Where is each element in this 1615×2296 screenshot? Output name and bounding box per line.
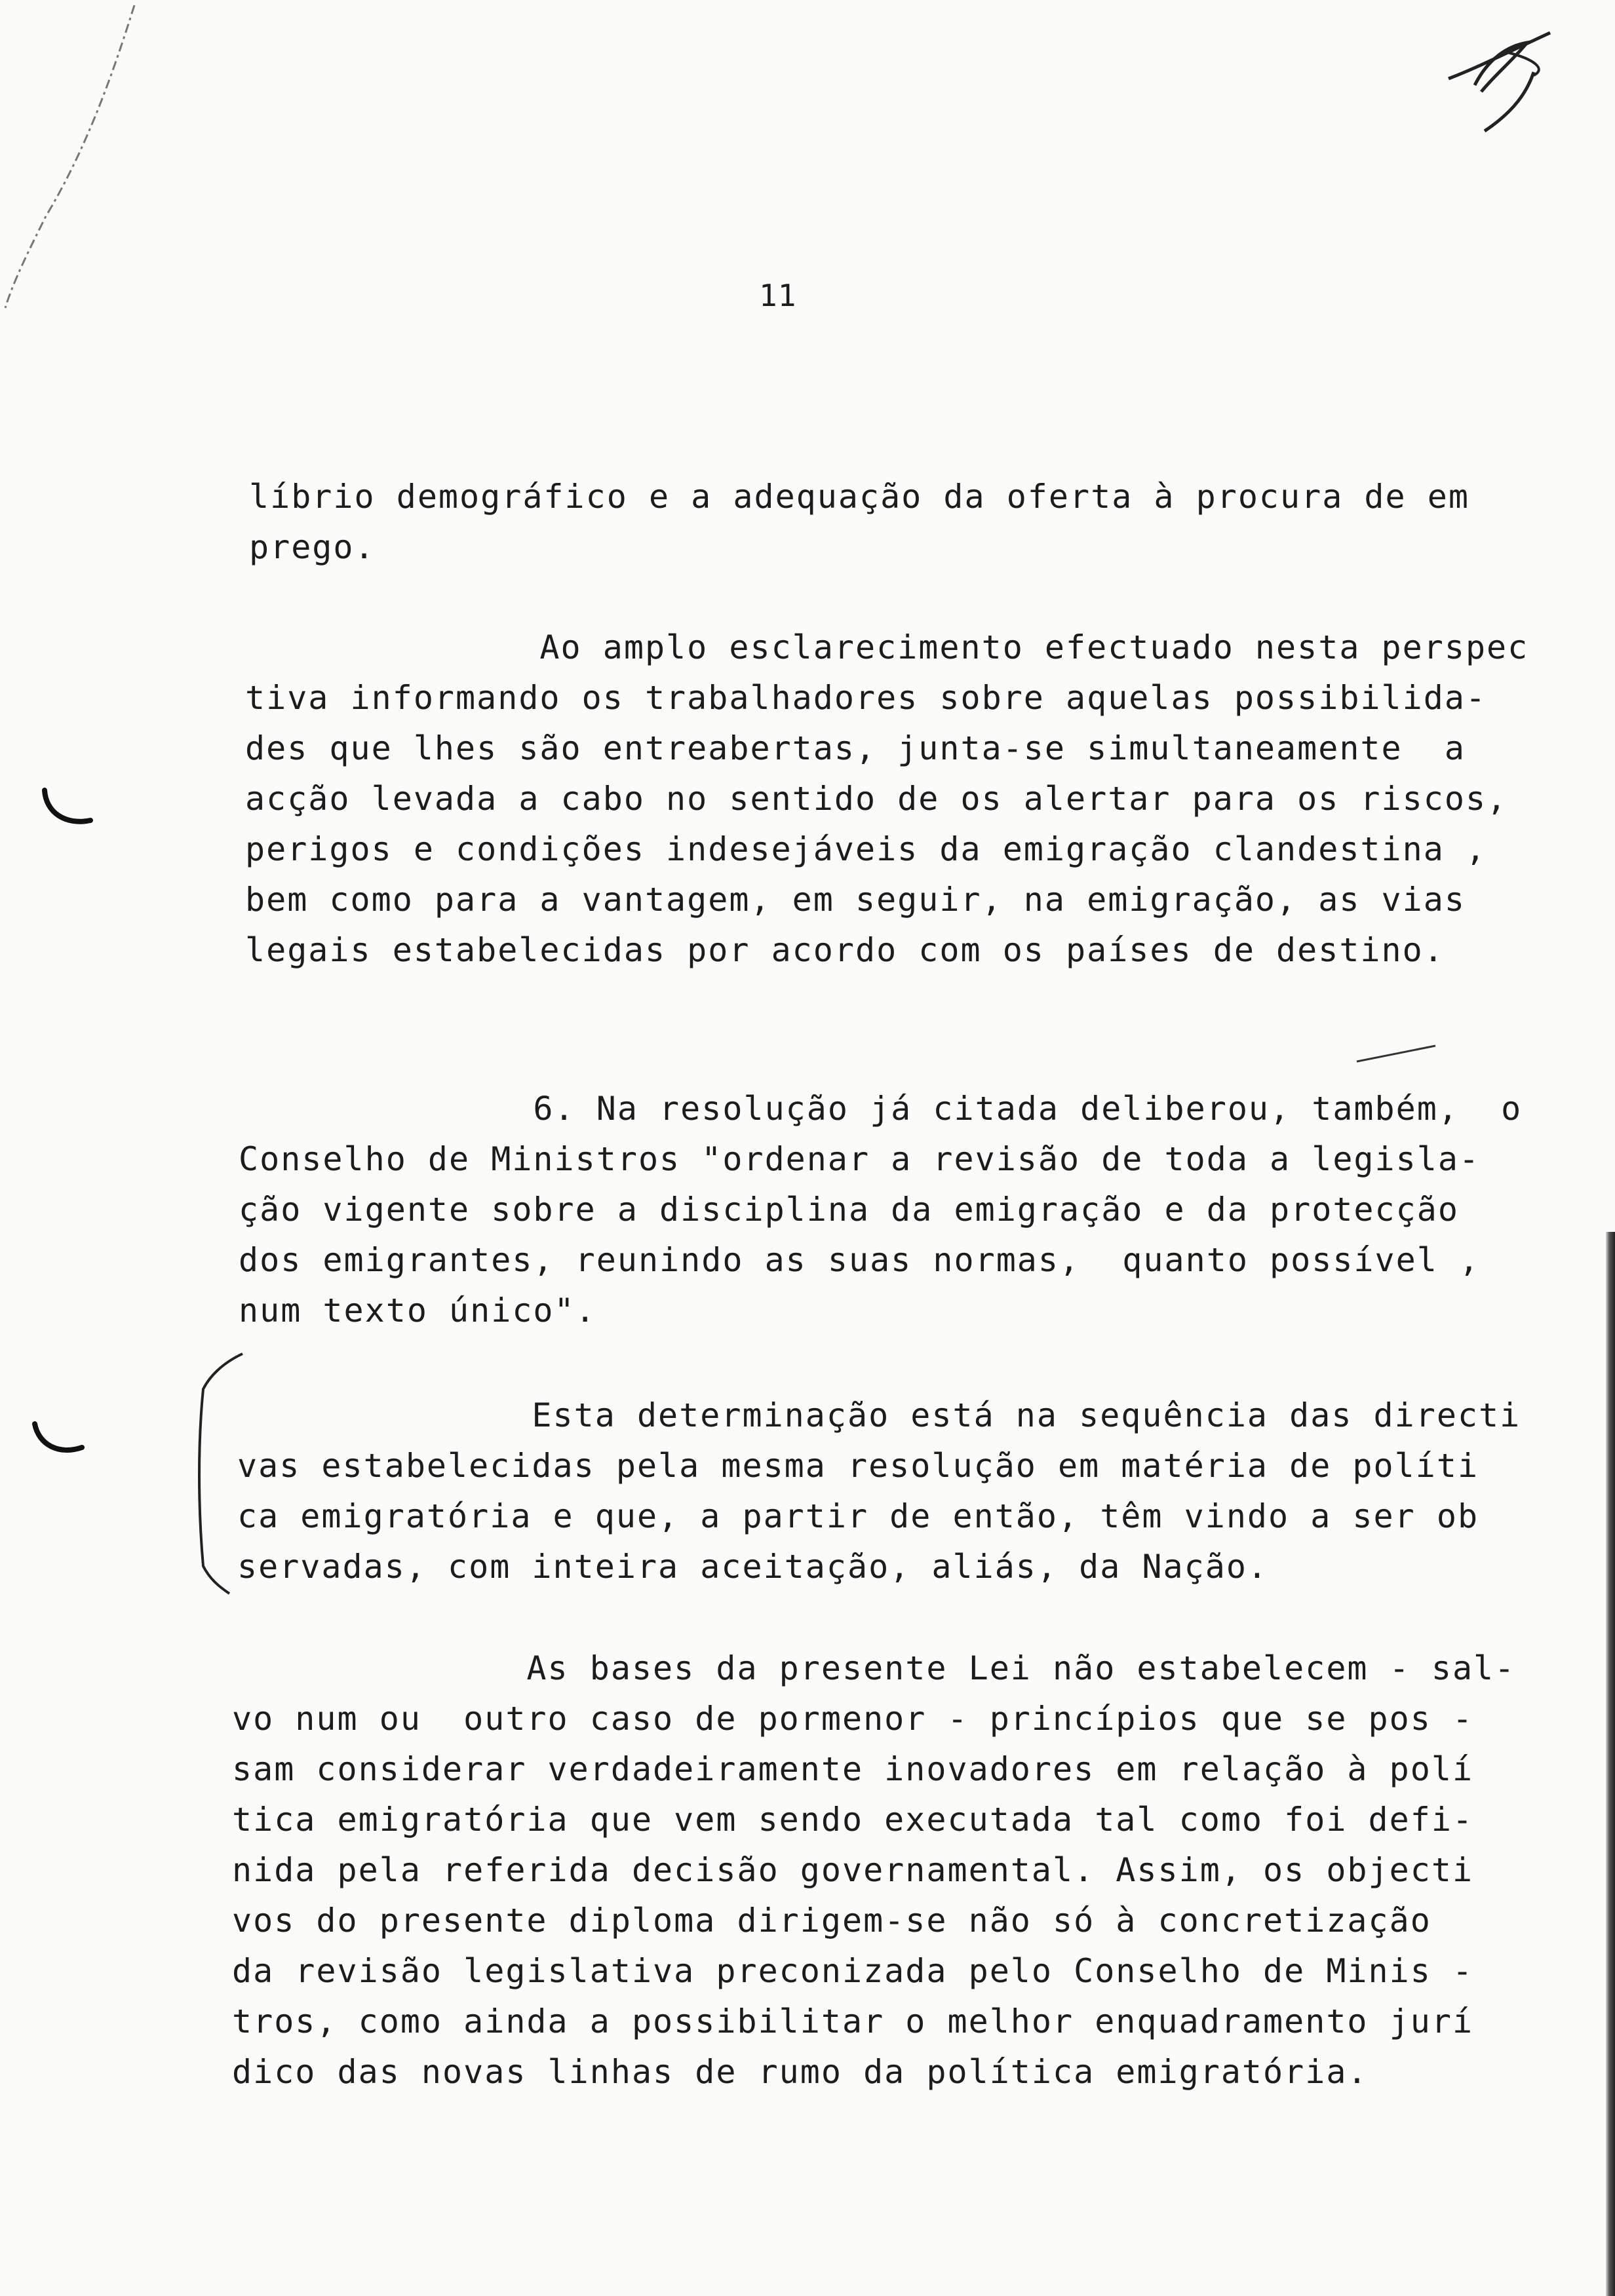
paragraph-continuation bbox=[249, 472, 1469, 573]
paragraph-determination bbox=[237, 1390, 1521, 1592]
handwritten-initials bbox=[1435, 13, 1566, 138]
punch-hole-mark bbox=[29, 1419, 95, 1464]
text-line: tica emigratória que vem sendo executada tal como foi defi- bbox=[232, 1801, 1474, 1839]
text-line: 6. Na resolução já citada deliberou, também, o bbox=[239, 1090, 1523, 1128]
text-line: Conselho de Ministros "ordenar a revisão de toda a legisla- bbox=[239, 1140, 1481, 1178]
text-line: líbrio demográfico e a adequação da oferta à procura de em bbox=[249, 478, 1469, 516]
text-line: tiva informando os trabalhadores sobre aquelas possibilida- bbox=[245, 679, 1487, 717]
text-line: As bases da presente Lei não estabelecem - sal- bbox=[232, 1649, 1516, 1687]
text-line: ca emigratória e que, a partir de então, têm vindo a ser ob bbox=[237, 1497, 1479, 1535]
text-line: da revisão legislativa preconizada pelo Conselho de Minis - bbox=[232, 1952, 1474, 1990]
text-line: nida pela referida decisão governamental. Assim, os objecti bbox=[232, 1851, 1474, 1889]
text-line: des que lhes são entreabertas, junta-se simultaneamente a bbox=[245, 729, 1466, 767]
text-line: servadas, com inteira aceitação, aliás, da Nação. bbox=[237, 1548, 1269, 1586]
paragraph-clarification bbox=[245, 622, 1528, 976]
text-line: vo num ou outro caso de pormenor - princípios que se pos - bbox=[232, 1700, 1474, 1738]
paragraph-section-6 bbox=[239, 1084, 1522, 1336]
text-line: tros, como ainda a possibilitar o melhor enquadramento jurí bbox=[232, 2002, 1474, 2040]
text-line: dico das novas linhas de rumo da política emigratória. bbox=[232, 2053, 1369, 2091]
text-line: vas estabelecidas pela mesma resolução em matéria de políti bbox=[237, 1447, 1479, 1485]
margin-tick-mark bbox=[1350, 1042, 1442, 1068]
text-line: acção levada a cabo no sentido de os alertar para os riscos, bbox=[245, 780, 1508, 818]
text-line: ção vigente sobre a disciplina da emigração e da protecção bbox=[239, 1191, 1459, 1229]
text-line: sam considerar verdadeiramente inovadores em relação à polí bbox=[232, 1750, 1474, 1788]
paragraph-bases bbox=[232, 1643, 1515, 2097]
text-line: legais estabelecidas por acordo com os países de destino. bbox=[245, 931, 1445, 969]
text-line: Ao amplo esclarecimento efectuado nesta perspec bbox=[245, 628, 1529, 666]
text-line: dos emigrantes, reunindo as suas normas, quanto possível , bbox=[239, 1241, 1481, 1279]
text-line: bem como para a vantagem, em seguir, na emigração, as vias bbox=[245, 881, 1466, 919]
punch-hole-mark bbox=[39, 786, 105, 832]
text-line: prego. bbox=[249, 528, 376, 566]
text-line: num texto único". bbox=[239, 1292, 596, 1330]
margin-pencil-line bbox=[0, 0, 157, 341]
text-line: vos do presente diploma dirigem-se não só à concretização bbox=[232, 1902, 1431, 1940]
scan-edge-shadow bbox=[1606, 1232, 1615, 2296]
page-number: 11 bbox=[759, 278, 797, 313]
text-line: Esta determinação está na sequência das directi bbox=[237, 1396, 1521, 1434]
text-line: perigos e condições indesejáveis da emigração clandestina , bbox=[245, 830, 1487, 868]
